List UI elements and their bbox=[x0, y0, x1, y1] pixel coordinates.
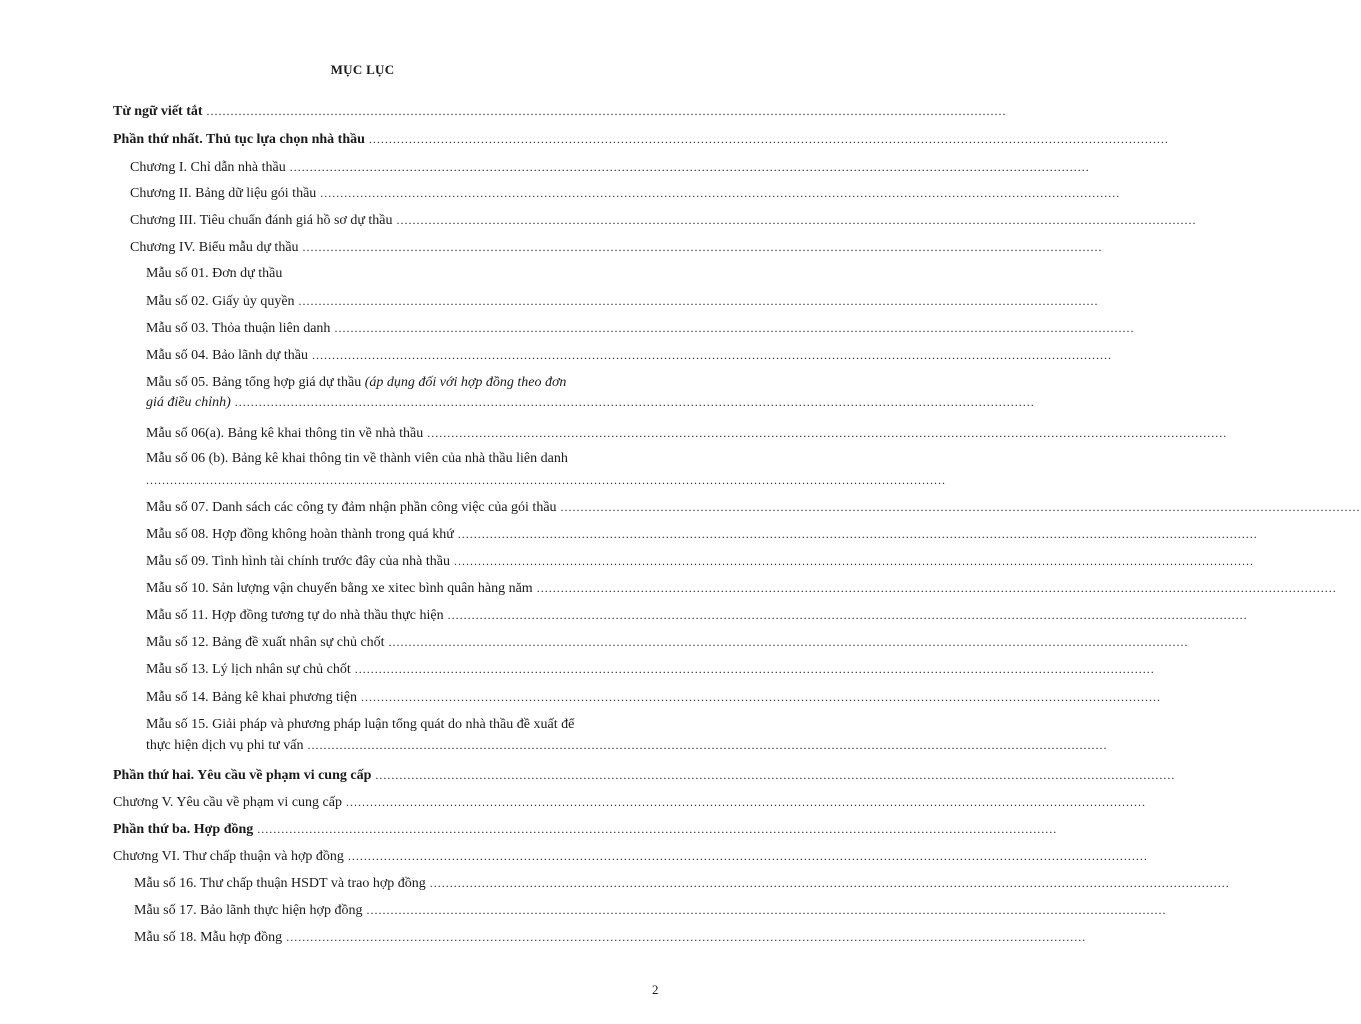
toc-entry-text bbox=[146, 374, 566, 392]
leader-dots: ........................................................................................................................................................................................................ bbox=[146, 473, 946, 487]
toc-entry-text: Phần thứ ba. Hợp đồng bbox=[113, 822, 254, 837]
leader-dots: ........................................................................................................................................................................................................ bbox=[257, 822, 1058, 836]
toc-entry-text: Chương I. Chỉ dẫn nhà thầu bbox=[130, 160, 286, 175]
toc-entry[interactable] bbox=[113, 130, 1169, 149]
toc-entry-text: Mẫu số 11. Hợp đồng tương tự do nhà thầu thực hiện bbox=[146, 608, 444, 623]
toc-entry[interactable] bbox=[146, 498, 1361, 517]
toc-entry[interactable] bbox=[146, 552, 1255, 571]
toc-entry-text: Mẫu số 10. Sản lượng vận chuyển bằng xe xitec bình quân hàng năm bbox=[146, 581, 533, 596]
toc-entry[interactable] bbox=[130, 211, 1197, 230]
leader-dots: ........................................................................................................................................................................................................ bbox=[360, 690, 1161, 704]
toc-entry[interactable] bbox=[146, 292, 1099, 311]
leader-dots: ........................................................................................................................................................................................................ bbox=[375, 768, 1176, 782]
toc-entry-text: Chương V. Yêu cầu về phạm vi cung cấp bbox=[113, 795, 342, 810]
leader-dots: ........................................................................................................................................................................................................ bbox=[286, 930, 1087, 944]
toc-entry[interactable] bbox=[130, 158, 1090, 177]
toc-entry[interactable] bbox=[146, 450, 625, 468]
toc-entry-text: Mẫu số 12. Bảng đề xuất nhân sự chủ chốt bbox=[146, 635, 385, 650]
leader-dots: ........................................................................................................................................................................................................ bbox=[298, 294, 1099, 308]
toc-entry[interactable] bbox=[146, 319, 1135, 338]
leader-dots: ........................................................................................................................................................................................................ bbox=[311, 348, 1112, 362]
leader-dots: ........................................................................................................................................................................................................ bbox=[560, 500, 1361, 514]
toc-entry-text: Mẫu số 08. Hợp đồng không hoàn thành trong quá khứ bbox=[146, 527, 454, 542]
toc-entry-text: Phần thứ nhất. Thủ tục lựa chọn nhà thầu bbox=[113, 132, 365, 147]
toc-entry-text: Mẫu số 07. Danh sách các công ty đảm nhận phần công việc của gói thầu bbox=[146, 500, 557, 515]
toc-entry[interactable] bbox=[146, 716, 625, 734]
toc-entry-text: Chương III. Tiêu chuẩn đánh giá hồ sơ dự thầu bbox=[130, 213, 393, 228]
leader-dots: ........................................................................................................................................................................................................ bbox=[429, 876, 1230, 890]
leader-dots: ........................................................................................................................................................................................................ bbox=[457, 527, 1258, 541]
leader-dots: ........................................................................................................................................................................................................ bbox=[536, 581, 1337, 595]
toc-entry-text: Chương IV. Biểu mẫu dự thầu bbox=[130, 240, 299, 255]
toc-entry-text: Chương II. Bảng dữ liệu gói thầu bbox=[130, 186, 317, 201]
toc-entry[interactable] bbox=[134, 928, 1087, 947]
toc-entry[interactable] bbox=[146, 606, 1248, 625]
toc-entry-text: Phần thứ hai. Yêu cầu về phạm vi cung cấp bbox=[113, 768, 372, 783]
toc-entry[interactable] bbox=[146, 374, 625, 392]
leader-dots: ........................................................................................................................................................................................................ bbox=[454, 554, 1255, 568]
toc-entry-text: Từ ngữ viết tắt bbox=[113, 104, 203, 119]
toc-entry[interactable] bbox=[113, 847, 1148, 866]
toc-entry[interactable] bbox=[134, 874, 1230, 893]
leader-dots: ........................................................................................................................................................................................................ bbox=[345, 795, 1146, 809]
leader-dots: ........................................................................................................................................................................................................ bbox=[427, 426, 1228, 440]
toc-entry[interactable] bbox=[113, 102, 1007, 121]
toc-entry-text: giá điều chỉnh) bbox=[146, 395, 231, 410]
toc-entry-continuation bbox=[146, 471, 946, 489]
toc-entry-text: Mẫu số 13. Lý lịch nhân sự chủ chốt bbox=[146, 662, 351, 677]
toc-entry[interactable] bbox=[146, 579, 1337, 598]
toc-entry[interactable] bbox=[146, 660, 1155, 679]
toc-entry-text: Mẫu số 15. Giải pháp và phương pháp luận tổng quát do nhà thầu đề xuất để bbox=[146, 717, 575, 732]
toc-entry-text: Mẫu số 18. Mẫu hợp đồng bbox=[134, 930, 283, 945]
toc-entry-text: Mẫu số 04. Bảo lãnh dự thầu bbox=[146, 348, 308, 363]
toc-entry-text: Mẫu số 03. Thỏa thuận liên danh bbox=[146, 321, 331, 336]
toc-entry[interactable] bbox=[130, 184, 1121, 203]
toc-entry-continuation[interactable] bbox=[146, 393, 1035, 412]
leader-dots: ........................................................................................................................................................................................................ bbox=[388, 635, 1189, 649]
toc-entry-text: Mẫu số 17. Bảo lãnh thực hiện hợp đồng bbox=[134, 903, 363, 918]
toc-entry-text-main: Mẫu số 05. Bảng tổng hợp giá dự thầu bbox=[146, 375, 365, 390]
leader-dots: ........................................................................................................................................................................................................ bbox=[307, 738, 1108, 752]
toc-entry-text: Mẫu số 09. Tình hình tài chính trước đây của nhà thầu bbox=[146, 554, 451, 569]
toc-entry[interactable] bbox=[146, 424, 1228, 443]
leader-dots: ........................................................................................................................................................................................................ bbox=[447, 608, 1248, 622]
toc-entry-text: Mẫu số 06 (b). Bảng kê khai thông tin về thành viên của nhà thầu liên danh bbox=[146, 451, 568, 466]
toc-entry-continuation[interactable] bbox=[146, 736, 1108, 755]
leader-dots: ........................................................................................................................................................................................................ bbox=[396, 213, 1197, 227]
toc-entry-text: Mẫu số 06(a). Bảng kê khai thông tin về nhà thầu bbox=[146, 426, 424, 441]
toc-entry-text: Chương VI. Thư chấp thuận và hợp đồng bbox=[113, 849, 344, 864]
toc-title: MỤC LỤC bbox=[330, 62, 395, 77]
leader-dots: ........................................................................................................................................................................................................ bbox=[334, 321, 1135, 335]
toc-entry-text: Mẫu số 14. Bảng kê khai phương tiện bbox=[146, 690, 357, 705]
toc-entry-text: Mẫu số 01. Đơn dự thầu bbox=[146, 266, 283, 281]
toc-entry[interactable] bbox=[146, 265, 625, 283]
toc-entry-text: thực hiện dịch vụ phi tư vấn bbox=[146, 738, 304, 753]
toc-entry[interactable] bbox=[113, 793, 1146, 812]
leader-dots: ........................................................................................................................................................................................................ bbox=[368, 132, 1169, 146]
leader-dots: ........................................................................................................................................................................................................ bbox=[302, 240, 1103, 254]
toc-entry[interactable] bbox=[134, 901, 1167, 920]
toc-entry-text: Mẫu số 02. Giấy ủy quyền bbox=[146, 294, 295, 309]
leader-dots: ........................................................................................................................................................................................................ bbox=[206, 104, 1007, 118]
leader-dots: ........................................................................................................................................................................................................ bbox=[347, 849, 1148, 863]
leader-dots: ........................................................................................................................................................................................................ bbox=[289, 160, 1090, 174]
toc-entry[interactable] bbox=[146, 688, 1161, 707]
page-number: 2 bbox=[652, 982, 659, 997]
leader-dots: ........................................................................................................................................................................................................ bbox=[366, 903, 1167, 917]
leader-dots: ........................................................................................................................................................................................................ bbox=[320, 186, 1121, 200]
toc-entry[interactable] bbox=[113, 820, 1058, 839]
toc-entry[interactable] bbox=[146, 525, 1258, 544]
toc-entry-text: Mẫu số 16. Thư chấp thuận HSDT và trao hợp đồng bbox=[134, 876, 426, 891]
leader-dots: ........................................................................................................................................................................................................ bbox=[354, 662, 1155, 676]
toc-entry[interactable] bbox=[113, 766, 1176, 785]
toc-entry[interactable] bbox=[146, 346, 1112, 365]
toc-entry[interactable] bbox=[146, 633, 1189, 652]
leader-dots: ........................................................................................................................................................................................................ bbox=[234, 395, 1035, 409]
toc-entry[interactable] bbox=[130, 238, 1103, 257]
toc-entry-text-italic: (áp dụng đối với hợp đồng theo đơn bbox=[364, 375, 567, 390]
